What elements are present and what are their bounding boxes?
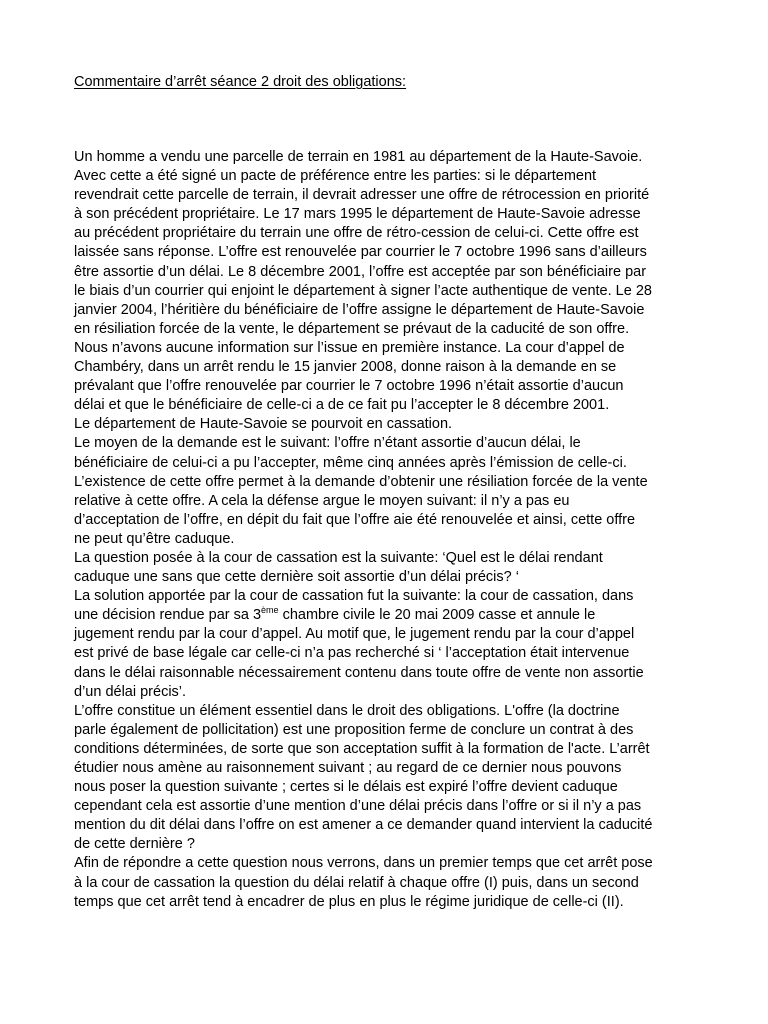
text-fragment: une décision rendue par sa 3 bbox=[74, 607, 262, 624]
text-line: revendrait cette parcelle de terrain, il devrait adresser une offre de rétrocession en priorité bbox=[74, 187, 650, 204]
text-line-superscript bbox=[74, 606, 754, 625]
text-line: prévalant que l’offre renouvelée par courrier le 7 octobre 1996 n’était assortie d’aucun bbox=[74, 378, 624, 395]
text-line: L’existence de cette offre permet à la demande d’obtenir une résiliation forcée de la vente bbox=[74, 473, 648, 490]
text-line: Afin de répondre a cette question nous verrons, dans un premier temps que cet arrêt pose bbox=[74, 855, 653, 872]
document-body bbox=[74, 148, 754, 912]
text-line: temps que cet arrêt tend à encadrer de plus en plus le régime juridique de celle-ci (II). bbox=[74, 893, 624, 910]
text-line: ne peut qu’être caduque. bbox=[74, 530, 235, 547]
text-line: Le moyen de la demande est le suivant: l’offre n’étant assortie d’aucun délai, le bbox=[74, 435, 581, 452]
text-line: La solution apportée par la cour de cassation fut la suivante: la cour de cassation, dans bbox=[74, 588, 634, 605]
text-fragment: chambre civile le 20 mai 2009 casse et annule le bbox=[278, 607, 596, 624]
text-line: est privé de base légale car celle-ci n’a pas recherché si ‘ l’acceptation était intervenue bbox=[74, 645, 630, 662]
text-line: en résiliation forcée de la vente, le département se prévaut de la caducité de son offre. bbox=[74, 320, 630, 337]
text-line: La question posée à la cour de cassation est la suivante: ‘Quel est le délai rendant bbox=[74, 549, 603, 566]
text-line: étudier nous amène au raisonnement suivant ; au regard de ce dernier nous pouvons bbox=[74, 760, 622, 776]
text-line: bénéficiaire de celui-ci a pu l’accepter, même cinq années après l’émission de celle-ci. bbox=[74, 454, 627, 471]
text-line: relative à cette offre. A cela la défense argue le moyen suivant: il n’y a pas eu bbox=[74, 492, 570, 509]
text-line: caduque une sans que cette dernière soit assortie d’un délai précis? ‘ bbox=[74, 569, 519, 586]
text-line: nous poser la question suivante ; certes si le délais est expiré l’offre devient caduque bbox=[74, 779, 618, 796]
text-line: Avec cette a été signé un pacte de préférence entre les parties: si le département bbox=[74, 168, 597, 185]
text-line: de cette dernière ? bbox=[74, 836, 195, 853]
text-line: jugement rendu par la cour d’appel. Au motif que, le jugement rendu par la cour d’appel bbox=[74, 626, 635, 643]
text-line: dans le délai raisonnable nécessairement contenu dans toute offre de vente non assortie bbox=[74, 664, 644, 681]
text-line: au précédent propriétaire du terrain une offre de rétro-cession de celui-ci. Cette offre est bbox=[74, 225, 639, 242]
text-line: à son précédent propriétaire. Le 17 mars 1995 le département de Haute-Savoie adresse bbox=[74, 206, 641, 223]
text-line: délai et que le bénéficiaire de celle-ci a de ce fait pu l’accepter le 8 décembre 2001. bbox=[74, 397, 610, 414]
text-line: Le département de Haute-Savoie se pourvoit en cassation. bbox=[74, 416, 453, 433]
text-line: conditions déterminées, de sorte que son acceptation suffit à la formation de l'acte. L’arrêt bbox=[74, 740, 650, 757]
text-line: laissée sans réponse. L’offre est renouvelée par courrier le 7 octobre 1996 sans d’ailleurs bbox=[74, 244, 647, 261]
text-line: d’acceptation de l’offre, en dépit du fait que l’offre aie été renouvelée et ainsi, cette offre bbox=[74, 511, 636, 528]
text-line: être assortie d’un délai. Le 8 décembre 2001, l’offre est acceptée par son bénéficiaire par bbox=[74, 263, 647, 280]
text-line: à la cour de cassation la question du délai relatif à chaque offre (I) puis, dans un second bbox=[74, 874, 639, 891]
text-line: le biais d’un courrier qui enjoint le département à signer l’acte authentique de vente. Le 28 bbox=[74, 282, 652, 299]
document-title: Commentaire d’arrêt séance 2 droit des obligations: bbox=[74, 74, 407, 90]
text-line: Nous n’avons aucune information sur l’issue en première instance. La cour d’appel de bbox=[74, 339, 625, 356]
text-line: cependant cela est assortie d’une mention d’une délai précis dans l’offre or si il n’y a pas bbox=[74, 798, 642, 815]
text-line: Un homme a vendu une parcelle de terrain en 1981 au département de la Haute-Savoie. bbox=[74, 149, 643, 165]
text-line: L’offre constitue un élément essentiel dans le droit des obligations. L'offre (la doctrine bbox=[74, 702, 620, 719]
text-line: Chambéry, dans un arrêt rendu le 15 janvier 2008, donne raison à la demande en se bbox=[74, 359, 617, 376]
text-line: mention du dit délai dans l’offre on est amener a ce demander quand intervient la caducité bbox=[74, 817, 653, 834]
text-line: parle également de pollicitation) est une proposition ferme de conclure un contrat à des bbox=[74, 721, 634, 738]
text-line: janvier 2004, l’héritière du bénéficiaire de l’offre assigne le département de Haute-Savoie bbox=[74, 301, 645, 318]
ordinal-superscript: ème bbox=[261, 605, 279, 616]
text-line: d’un délai précis’. bbox=[74, 683, 187, 700]
